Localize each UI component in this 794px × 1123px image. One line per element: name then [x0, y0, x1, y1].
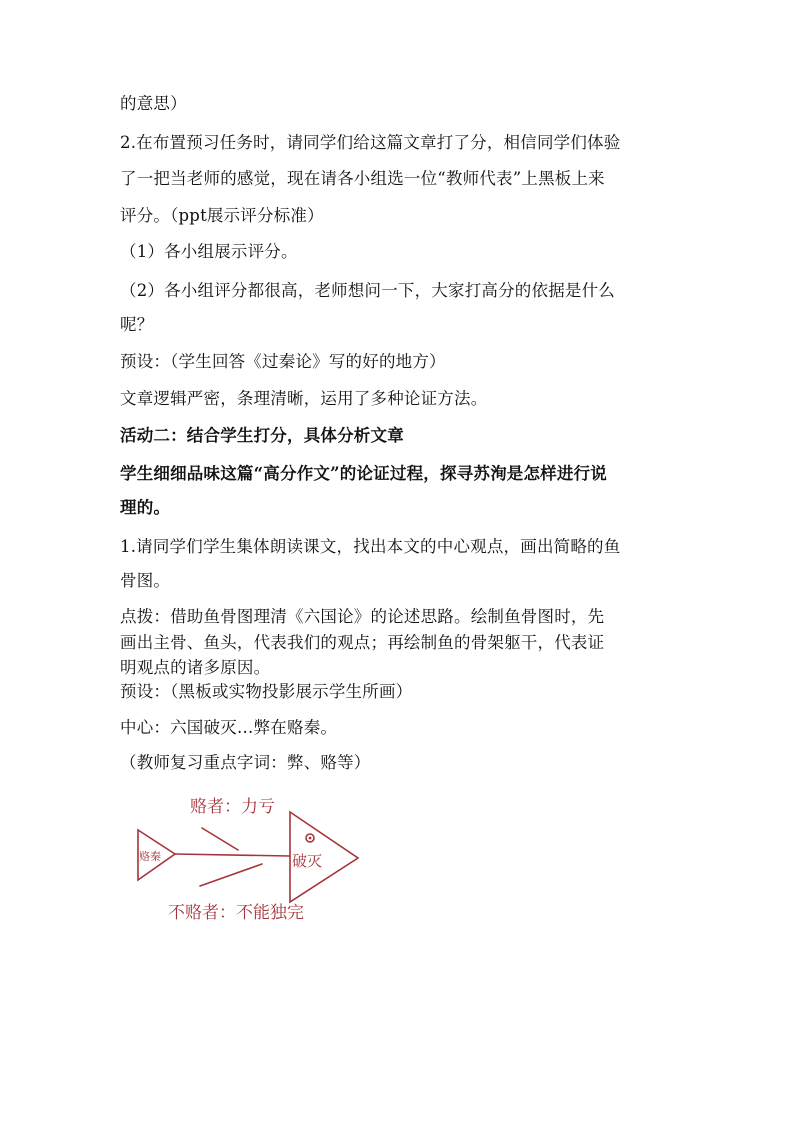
text-line-19: 中心：六国破灭…弊在赂秦。: [120, 718, 338, 737]
text-line-20: （教师复习重点字词：弊、赂等）: [120, 753, 371, 772]
text-line-6: （2）各小组评分都很高，老师想问一下，大家打高分的依据是什么: [120, 281, 615, 300]
text-line-8: 预设：（学生回答《过秦论》写的好的地方）: [120, 352, 446, 371]
text-line-3: 了一把当老师的感觉，现在请各小组选一位“教师代表”上黑板上来: [120, 169, 605, 188]
fish-spine: [175, 854, 290, 856]
fish-upper-bone: [202, 828, 238, 850]
text-line-4: 评分。（ppt展示评分标准）: [120, 206, 324, 225]
text-line-1: 的意思）: [120, 94, 187, 113]
fish-head-label: 破灭: [292, 852, 323, 870]
text-line-17: 明观点的诸多原因。: [120, 658, 271, 677]
fishbone-diagram: [130, 790, 370, 930]
text-line-14: 骨图。: [120, 571, 171, 590]
text-line-12: 理的。: [120, 498, 171, 517]
text-line-13: 1.请同学们学生集体朗读课文，找出本文的中心观点，画出简略的鱼: [120, 537, 621, 556]
section-heading-activity-2: 活动二：结合学生打分，具体分析文章: [120, 426, 404, 445]
lower-bone-label: 不赂者：不能独完: [168, 903, 304, 923]
text-line-18: 预设：（黑板或实物投影展示学生所画）: [120, 682, 413, 701]
text-line-9: 文章逻辑严密，条理清晰，运用了多种论证方法。: [120, 389, 488, 408]
fish-tail-label: 赂秦: [139, 850, 161, 863]
text-line-11: 学生细细品味这篇“高分作文”的论证过程，探寻苏洵是怎样进行说: [120, 464, 607, 483]
text-line-5: （1）各小组展示评分。: [120, 242, 298, 261]
text-line-7: 呢？: [120, 315, 154, 334]
text-line-16: 画出主骨、鱼头，代表我们的观点；再绘制鱼的骨架躯干，代表证: [120, 633, 605, 652]
fish-lower-bone: [200, 864, 262, 886]
text-line-15: 点拨：借助鱼骨图理清《六国论》的论述思路。绘制鱼骨图时，先: [120, 607, 605, 626]
upper-bone-label: 赂者：力亏: [190, 797, 275, 817]
text-line-2: 2.在布置预习任务时，请同学们给这篇文章打了分，相信同学们体验: [120, 133, 621, 152]
fishbone-diagram-svg: [130, 790, 370, 930]
